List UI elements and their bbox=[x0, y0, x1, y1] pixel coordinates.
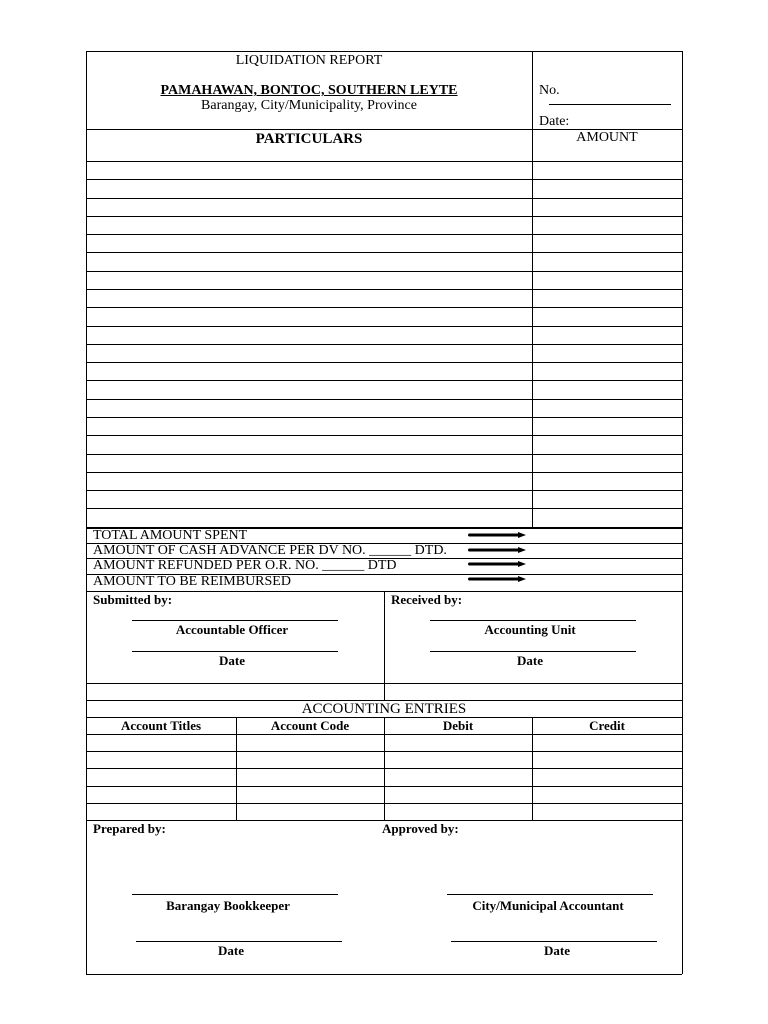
amount-cell[interactable] bbox=[538, 400, 678, 416]
amount-cell[interactable] bbox=[538, 473, 678, 489]
account-title-cell[interactable] bbox=[90, 804, 232, 819]
amount-cell[interactable] bbox=[538, 162, 678, 178]
prepared-by-label: Prepared by: bbox=[93, 821, 166, 836]
received-date-label: Date bbox=[517, 653, 543, 668]
received-by-label: Received by: bbox=[391, 592, 463, 607]
border-bottom bbox=[86, 974, 682, 975]
particular-cell[interactable] bbox=[93, 217, 523, 233]
credit-cell[interactable] bbox=[536, 769, 678, 784]
arrow-right-icon bbox=[468, 576, 526, 582]
particular-cell[interactable] bbox=[93, 509, 523, 525]
total-amount-spent-label: TOTAL AMOUNT SPENT bbox=[93, 528, 248, 543]
bookkeeper-date-line[interactable] bbox=[136, 941, 342, 942]
amount-cell[interactable] bbox=[538, 418, 678, 434]
amount-cell[interactable] bbox=[538, 327, 678, 343]
amount-cell[interactable] bbox=[538, 199, 678, 215]
border-top bbox=[86, 51, 682, 52]
amount-cell[interactable] bbox=[538, 217, 678, 233]
account-code-header: Account Code bbox=[270, 718, 350, 733]
credit-cell[interactable] bbox=[536, 752, 678, 767]
accountable-officer-signature-line[interactable] bbox=[132, 620, 338, 621]
debit-cell[interactable] bbox=[388, 752, 528, 767]
account-code-cell[interactable] bbox=[240, 735, 380, 750]
amount-cell[interactable] bbox=[538, 345, 678, 361]
location-name: PAMAHAWAN, BONTOC, SOUTHERN LEYTE bbox=[160, 83, 458, 98]
accounting-unit-date-line[interactable] bbox=[430, 651, 636, 652]
date-label: Date: bbox=[539, 114, 570, 129]
account-title-cell[interactable] bbox=[90, 752, 232, 767]
debit-cell[interactable] bbox=[388, 804, 528, 819]
border-left bbox=[86, 51, 87, 974]
amount-refunded-label: AMOUNT REFUNDED PER O.R. NO. ______ DTD bbox=[93, 558, 397, 573]
number-label: No. bbox=[539, 83, 560, 98]
cash-advance-label: AMOUNT OF CASH ADVANCE PER DV NO. ______ DTD. bbox=[93, 543, 447, 558]
particular-cell[interactable] bbox=[93, 473, 523, 489]
particular-cell[interactable] bbox=[93, 235, 523, 251]
approved-by-label: Approved by: bbox=[382, 821, 459, 836]
arrow-right-icon bbox=[468, 561, 526, 567]
amount-cell[interactable] bbox=[538, 363, 678, 379]
amount-cell[interactable] bbox=[538, 290, 678, 306]
account-titles-header: Account Titles bbox=[120, 718, 202, 733]
amount-cell[interactable] bbox=[538, 436, 678, 452]
prepared-date-label: Date bbox=[218, 943, 244, 958]
accounting-unit-label: Accounting Unit bbox=[484, 622, 576, 637]
amount-cell[interactable] bbox=[538, 455, 678, 471]
accounting-unit-signature-line[interactable] bbox=[430, 620, 636, 621]
approved-date-label: Date bbox=[544, 943, 570, 958]
account-title-cell[interactable] bbox=[90, 735, 232, 750]
particular-cell[interactable] bbox=[93, 363, 523, 379]
credit-cell[interactable] bbox=[536, 787, 678, 802]
accountant-label: City/Municipal Accountant bbox=[472, 898, 624, 913]
form-title: LIQUIDATION REPORT bbox=[235, 53, 383, 68]
particular-cell[interactable] bbox=[93, 381, 523, 397]
submitted-by-label: Submitted by: bbox=[93, 592, 173, 607]
particular-cell[interactable] bbox=[93, 272, 523, 288]
accountant-date-line[interactable] bbox=[451, 941, 657, 942]
particular-cell[interactable] bbox=[93, 400, 523, 416]
submitted-date-label: Date bbox=[219, 653, 245, 668]
amount-cell[interactable] bbox=[538, 180, 678, 196]
amount-cell[interactable] bbox=[538, 235, 678, 251]
particular-cell[interactable] bbox=[93, 345, 523, 361]
account-code-cell[interactable] bbox=[240, 787, 380, 802]
accountable-officer-date-line[interactable] bbox=[132, 651, 338, 652]
particular-cell[interactable] bbox=[93, 253, 523, 269]
particular-cell[interactable] bbox=[93, 180, 523, 196]
location-caption: Barangay, City/Municipality, Province bbox=[201, 98, 417, 113]
amount-cell[interactable] bbox=[538, 509, 678, 525]
bookkeeper-signature-line[interactable] bbox=[132, 894, 338, 895]
particular-cell[interactable] bbox=[93, 290, 523, 306]
amount-cell[interactable] bbox=[538, 272, 678, 288]
arrow-right-icon bbox=[468, 532, 526, 538]
bookkeeper-label: Barangay Bookkeeper bbox=[166, 898, 290, 913]
account-code-cell[interactable] bbox=[240, 752, 380, 767]
amount-heading: AMOUNT bbox=[576, 130, 638, 145]
number-field[interactable] bbox=[549, 104, 671, 105]
particulars-heading: PARTICULARS bbox=[255, 131, 363, 147]
credit-cell[interactable] bbox=[536, 804, 678, 819]
account-title-cell[interactable] bbox=[90, 787, 232, 802]
accountable-officer-label: Accountable Officer bbox=[175, 622, 289, 637]
particular-cell[interactable] bbox=[93, 199, 523, 215]
account-title-cell[interactable] bbox=[90, 769, 232, 784]
debit-cell[interactable] bbox=[388, 769, 528, 784]
account-code-cell[interactable] bbox=[240, 769, 380, 784]
debit-header: Debit bbox=[442, 718, 474, 733]
accounting-entries-title: ACCOUNTING ENTRIES bbox=[301, 701, 467, 717]
account-code-cell[interactable] bbox=[240, 804, 380, 819]
credit-header: Credit bbox=[589, 718, 625, 733]
debit-cell[interactable] bbox=[388, 735, 528, 750]
particular-cell[interactable] bbox=[93, 327, 523, 343]
amount-cell[interactable] bbox=[538, 253, 678, 269]
particular-cell[interactable] bbox=[93, 455, 523, 471]
particular-cell[interactable] bbox=[93, 491, 523, 507]
arrow-right-icon bbox=[468, 547, 526, 553]
amount-cell[interactable] bbox=[538, 491, 678, 507]
border-right bbox=[682, 51, 683, 974]
particular-cell[interactable] bbox=[93, 436, 523, 452]
blank-row-top-line bbox=[86, 683, 682, 684]
particular-cell[interactable] bbox=[93, 162, 523, 178]
credit-cell[interactable] bbox=[536, 735, 678, 750]
amount-cell[interactable] bbox=[538, 381, 678, 397]
amount-reimbursed-label: AMOUNT TO BE REIMBURSED bbox=[93, 574, 291, 589]
amount-cell[interactable] bbox=[538, 308, 678, 324]
accountant-signature-line[interactable] bbox=[447, 894, 653, 895]
particular-cell[interactable] bbox=[93, 418, 523, 434]
particular-cell[interactable] bbox=[93, 308, 523, 324]
debit-cell[interactable] bbox=[388, 787, 528, 802]
